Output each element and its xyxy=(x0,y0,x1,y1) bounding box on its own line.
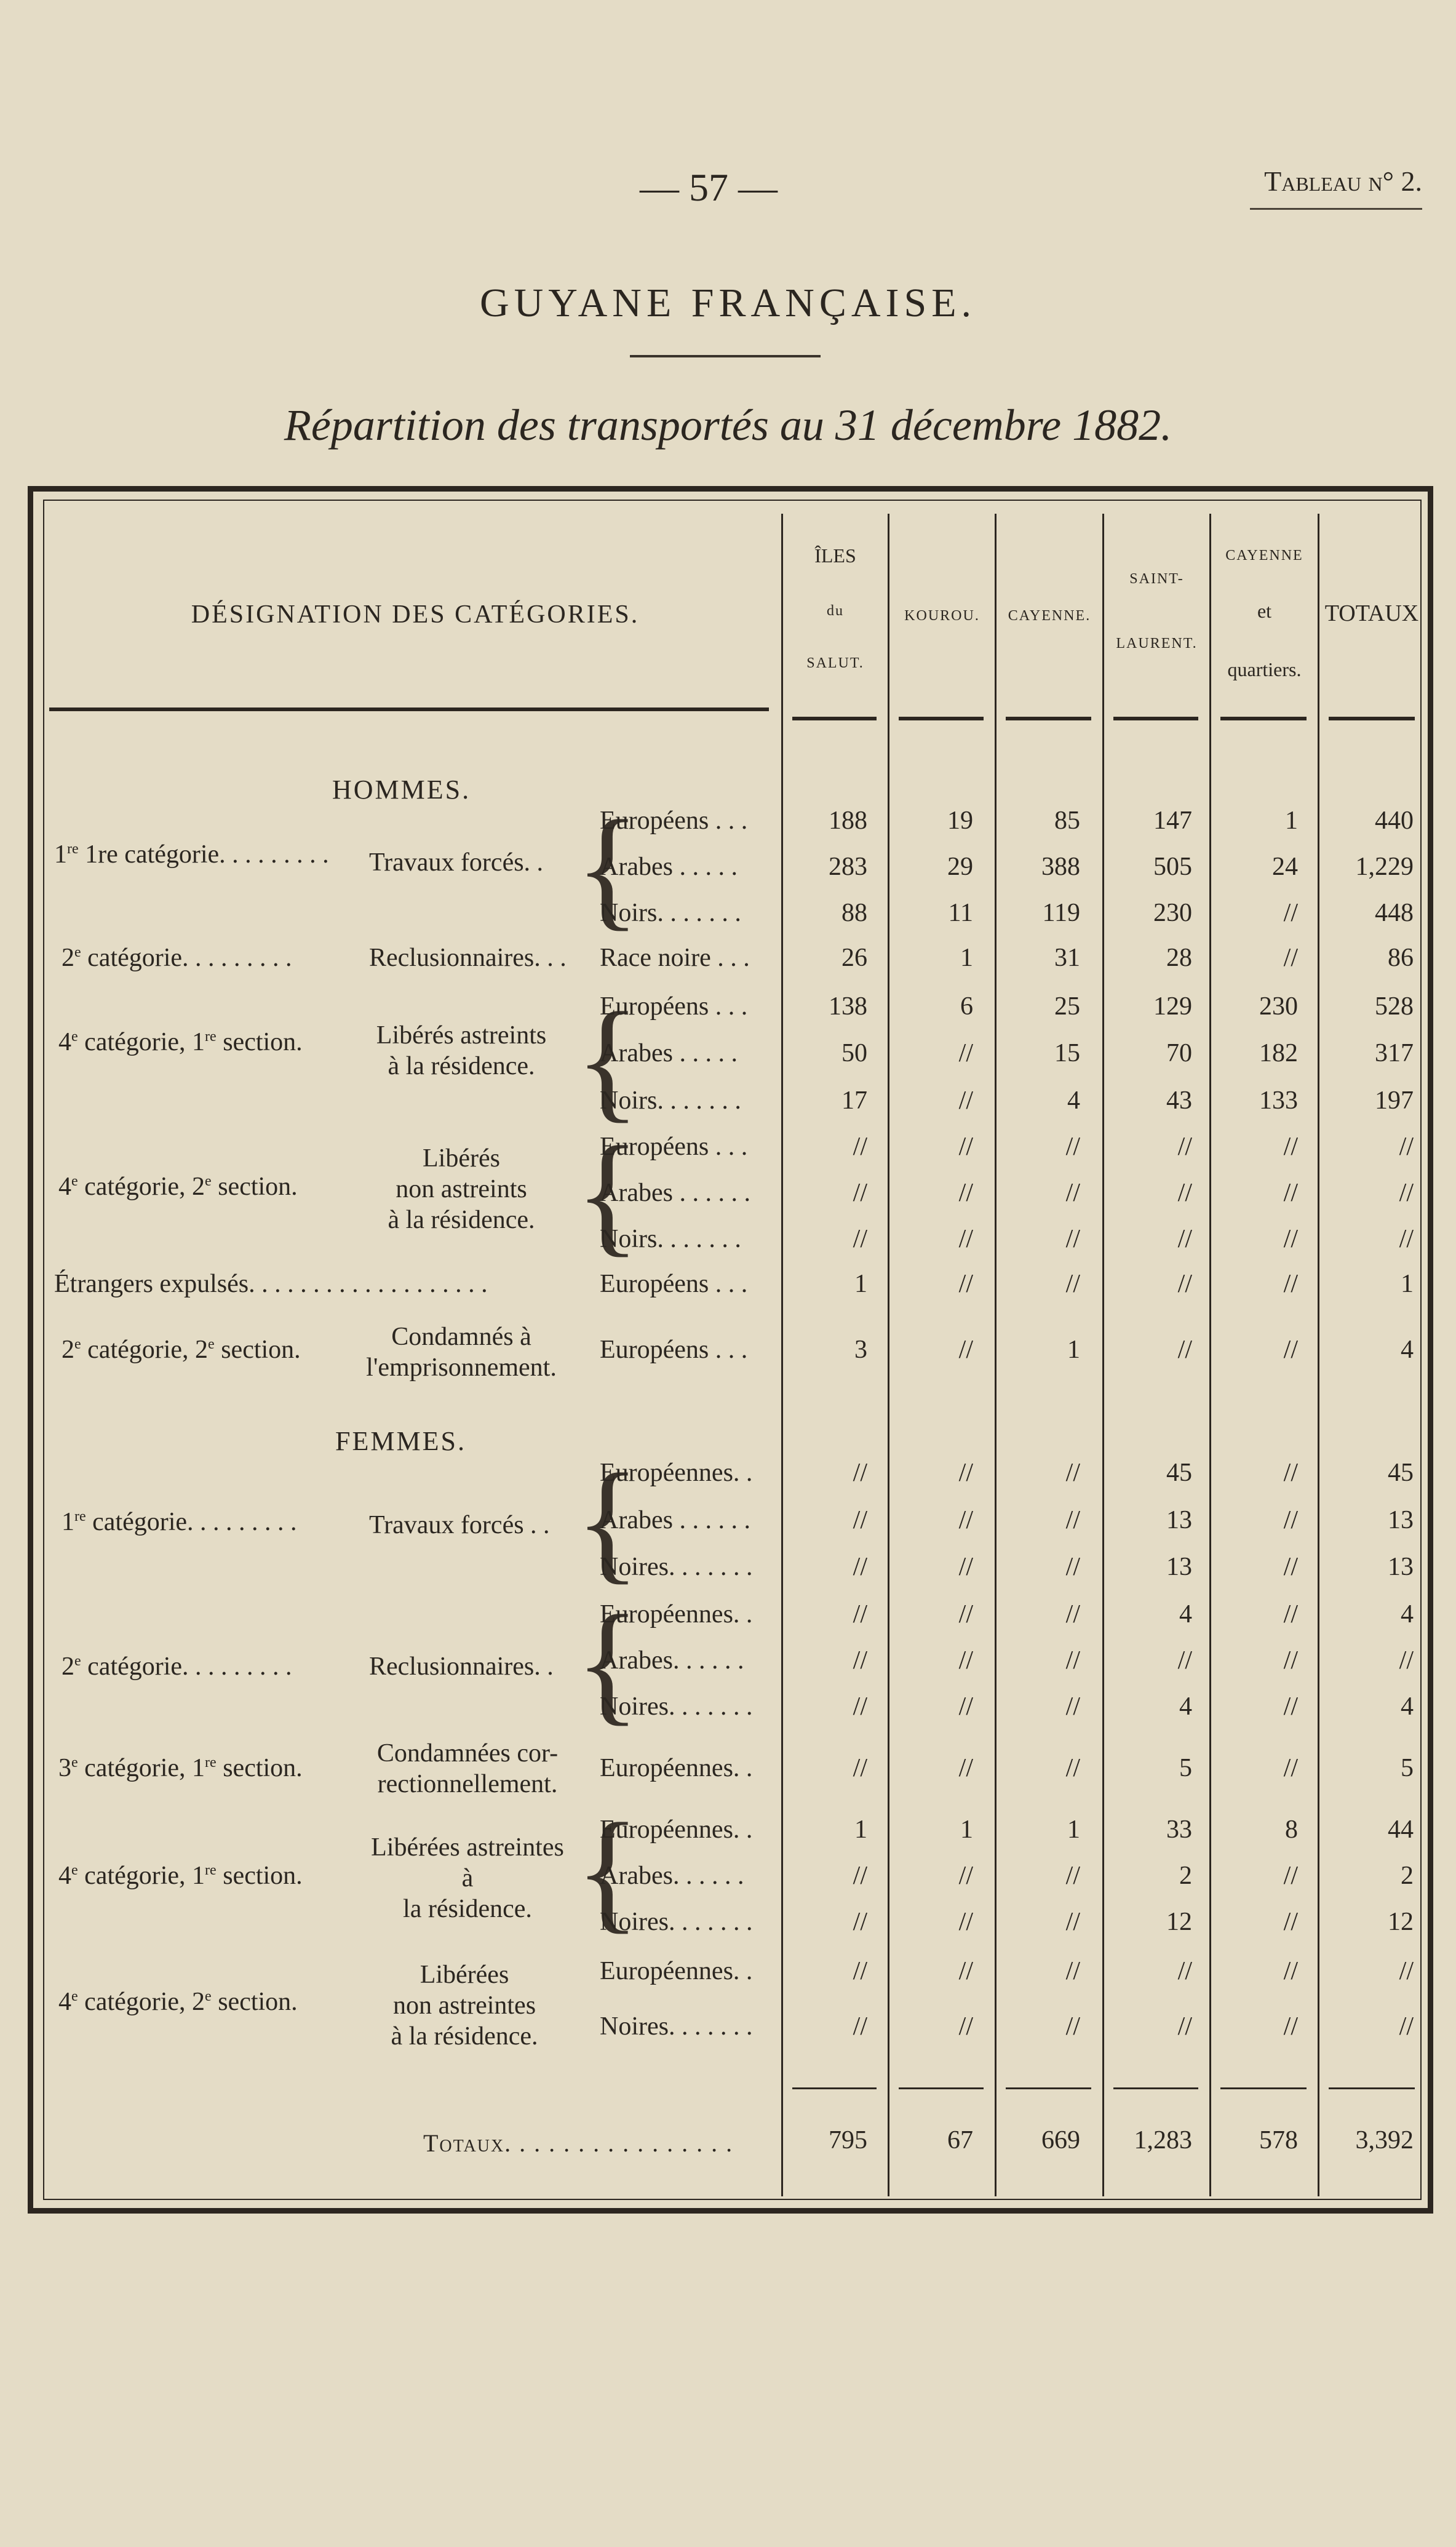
table-cell: // xyxy=(1065,1179,1080,1207)
table-cell: // xyxy=(1283,2012,1298,2041)
table-cell: // xyxy=(1283,1646,1298,1675)
table-cell: // xyxy=(1283,1225,1298,1253)
header-rule xyxy=(1329,717,1415,720)
table-cell: // xyxy=(1399,1957,1414,1985)
table-cell: // xyxy=(958,1086,973,1115)
race-label: Race noire . . . xyxy=(600,944,750,972)
header-cayenne-quartiers-line3: quartiers. xyxy=(1227,658,1302,680)
table-cell: // xyxy=(853,1862,867,1890)
table-cell: // xyxy=(1399,2012,1414,2041)
header-rule xyxy=(49,708,769,711)
table-cell: // xyxy=(1065,1862,1080,1890)
subcategory-line: l'emprisonnement. xyxy=(366,1353,557,1382)
subcategory-line: Libérées xyxy=(420,1961,509,1989)
table-cell: // xyxy=(1283,1692,1298,1721)
table-cell: // xyxy=(853,1553,867,1581)
table-cell: 1 xyxy=(854,1270,867,1298)
subcategory-line: à la résidence. xyxy=(388,1052,535,1080)
header-totaux: TOTAUX xyxy=(1324,600,1419,626)
table-cell: // xyxy=(958,1459,973,1487)
table-cell: 4 xyxy=(1401,1336,1414,1364)
table-cell: 505 xyxy=(1153,853,1192,881)
table-cell: // xyxy=(958,1754,973,1782)
table-cell: // xyxy=(1065,1754,1080,1782)
subcategory-label: Reclusionnaires. . xyxy=(369,1652,554,1681)
table-cell: // xyxy=(1065,2012,1080,2041)
total-cell: 578 xyxy=(1259,2126,1298,2154)
table-cell: 86 xyxy=(1388,944,1414,972)
table-cell: 11 xyxy=(948,899,973,927)
table-cell: 1 xyxy=(854,1816,867,1844)
table-cell: 2 xyxy=(1179,1862,1192,1890)
table-cell: 31 xyxy=(1054,944,1080,972)
table-cell: 13 xyxy=(1166,1506,1192,1534)
subcategory-label xyxy=(351,1832,584,1924)
brace-icon: { xyxy=(575,984,640,1134)
brace-icon: { xyxy=(575,1795,640,1945)
subtitle: Répartition des transportés au 31 décembre 1882. xyxy=(284,401,1172,450)
table-cell: // xyxy=(1283,944,1298,972)
table-cell: // xyxy=(1399,1133,1414,1161)
page-number: — 57 — xyxy=(640,165,778,209)
table-cell: 43 xyxy=(1166,1086,1192,1115)
table-cell: // xyxy=(1283,899,1298,927)
table-cell: // xyxy=(1065,1506,1080,1534)
subcategory-label xyxy=(354,1738,581,1800)
table-cell: // xyxy=(853,2012,867,2041)
header-iles-line2: du xyxy=(827,603,844,619)
table-cell: // xyxy=(1177,1957,1192,1985)
subcategory-line: non astreintes xyxy=(392,1991,536,2020)
subcategory-line: à la résidence. xyxy=(391,2022,538,2051)
table-cell: // xyxy=(853,1179,867,1207)
table-cell: // xyxy=(1283,1270,1298,1298)
table-cell: 1 xyxy=(960,1816,973,1844)
table-cell: // xyxy=(1065,1133,1080,1161)
table-cell: 3 xyxy=(854,1336,867,1364)
race-label: Européennes. . xyxy=(600,1957,753,1985)
total-cell: 795 xyxy=(829,2126,867,2154)
table-cell: // xyxy=(958,1133,973,1161)
table-cell: // xyxy=(958,1270,973,1298)
table-cell: 29 xyxy=(947,853,973,881)
table-cell: // xyxy=(1399,1646,1414,1675)
table-cell: 28 xyxy=(1166,944,1192,972)
table-cell: // xyxy=(958,1862,973,1890)
table-cell: 528 xyxy=(1375,992,1414,1021)
total-cell: 669 xyxy=(1041,2126,1080,2154)
category-label: Étrangers expulsés. . . . . . . . . . . . . . . . . . . xyxy=(54,1270,488,1298)
table-cell: // xyxy=(1283,1957,1298,1985)
race-label: Arabes . . . . . . xyxy=(600,1179,750,1207)
table-cell: // xyxy=(1399,1179,1414,1207)
table-cell: 26 xyxy=(841,944,867,972)
race-label: Arabes. . . . . . xyxy=(600,1646,744,1675)
table-cell: // xyxy=(1177,1336,1192,1364)
subcategory-label: Travaux forcés. . xyxy=(369,848,544,877)
table-cell: 33 xyxy=(1166,1816,1192,1844)
table-cell: 1 xyxy=(960,944,973,972)
table-cell: 129 xyxy=(1153,992,1192,1021)
subcategory-label: Reclusionnaires. . . xyxy=(369,944,567,972)
table-cell: // xyxy=(853,1754,867,1782)
header-cayenne: CAYENNE. xyxy=(1008,608,1091,624)
race-label: Européens . . . xyxy=(600,1133,748,1161)
table-cell: 17 xyxy=(841,1086,867,1115)
table-cell: // xyxy=(1283,1600,1298,1628)
race-label: Noires. . . . . . . xyxy=(600,1553,753,1581)
table-cell: // xyxy=(1177,1646,1192,1675)
header-saint-laurent xyxy=(1104,571,1209,652)
brace-icon: { xyxy=(575,792,640,943)
subcategory-line: Libérés astreints xyxy=(376,1021,547,1050)
total-cell: 67 xyxy=(947,2126,973,2154)
table-cell: // xyxy=(958,1179,973,1207)
table-cell: // xyxy=(1283,1336,1298,1364)
tableau-label: Tableau n° 2. xyxy=(1264,165,1422,197)
race-label: Européens . . . xyxy=(600,992,748,1021)
subcategory-label: Travaux forcés . . xyxy=(369,1511,550,1539)
table-cell: // xyxy=(1177,1179,1192,1207)
table-cell: // xyxy=(1283,1179,1298,1207)
header-cayenne-quartiers xyxy=(1211,548,1318,681)
table-cell: 13 xyxy=(1388,1506,1414,1534)
category-label: 2e catégorie. . . . . . . . . xyxy=(62,944,292,972)
race-label: Arabes . . . . . xyxy=(600,853,738,881)
table-cell: // xyxy=(1177,1225,1192,1253)
table-cell: // xyxy=(1065,1600,1080,1628)
subcategory-line: la résidence. xyxy=(403,1895,532,1923)
header-rule xyxy=(1113,717,1198,720)
table-cell: // xyxy=(1065,1692,1080,1721)
table-cell: 119 xyxy=(1042,899,1080,927)
table-cell: // xyxy=(1177,1270,1192,1298)
race-label: Noirs. . . . . . . xyxy=(600,1086,741,1115)
table-cell: 13 xyxy=(1388,1553,1414,1581)
table-cell: // xyxy=(1283,1506,1298,1534)
race-label: Noires. . . . . . . xyxy=(600,1908,753,1936)
table-cell: // xyxy=(1283,1133,1298,1161)
table-cell: 8 xyxy=(1285,1816,1298,1844)
table-cell: // xyxy=(958,2012,973,2041)
total-cell: 3,392 xyxy=(1355,2126,1414,2154)
totals-label: Totaux. . . . . . . . . . . . . . . . xyxy=(423,2129,734,2157)
table-cell: 283 xyxy=(829,853,867,881)
table-cell: // xyxy=(1283,1862,1298,1890)
table-cell: // xyxy=(958,1039,973,1067)
table-cell: // xyxy=(958,1692,973,1721)
totals-rule xyxy=(1329,2087,1415,2089)
race-label: Européennes. . xyxy=(600,1600,753,1628)
subcategory-line: à xyxy=(461,1864,474,1892)
subcategory-label xyxy=(369,1143,554,1235)
brace-icon: { xyxy=(575,1587,640,1737)
race-label: Arabes. . . . . . xyxy=(600,1862,744,1890)
table-cell: 25 xyxy=(1054,992,1080,1021)
total-cell: 1,283 xyxy=(1134,2126,1192,2154)
totals-rule xyxy=(1006,2087,1091,2089)
race-label: Noires. . . . . . . xyxy=(600,2012,753,2041)
table-cell: // xyxy=(958,1600,973,1628)
section-femmes: FEMMES. xyxy=(335,1426,466,1456)
header-iles-line3: SALUT. xyxy=(806,655,864,671)
table-cell: 12 xyxy=(1166,1908,1192,1936)
header-designation: DÉSIGNATION DES CATÉGORIES. xyxy=(191,600,640,629)
table-cell: 4 xyxy=(1179,1600,1192,1628)
brace-icon: { xyxy=(575,1118,640,1269)
table-cell: 85 xyxy=(1054,807,1080,835)
table-cell: // xyxy=(958,1225,973,1253)
section-hommes: HOMMES. xyxy=(332,775,471,805)
race-label: Européennes. . xyxy=(600,1816,753,1844)
table-cell: 4 xyxy=(1179,1692,1192,1721)
category-label: 4e catégorie, 2e section. xyxy=(58,1988,298,2016)
table-cell: // xyxy=(1065,1553,1080,1581)
table-cell: // xyxy=(1065,1908,1080,1936)
totals-rule xyxy=(1113,2087,1198,2089)
race-label: Noirs. . . . . . . xyxy=(600,1225,741,1253)
category-label: 4e catégorie, 1re section. xyxy=(58,1862,303,1890)
subcategory-label xyxy=(363,1959,566,2052)
table-cell: // xyxy=(958,1336,973,1364)
table-cell: 138 xyxy=(829,992,867,1021)
table-cell: 5 xyxy=(1179,1754,1192,1782)
category-label: 1re 1re catégorie. . . . . . . . . xyxy=(54,840,329,869)
header-iles-line1: ÎLES xyxy=(814,544,856,567)
table-cell: 50 xyxy=(841,1039,867,1067)
brace-icon: { xyxy=(575,1446,640,1596)
table-cell: // xyxy=(958,1957,973,1985)
totals-rule xyxy=(899,2087,984,2089)
category-label: 4e catégorie, 2e section. xyxy=(58,1173,298,1201)
table-cell: 1 xyxy=(1401,1270,1414,1298)
table-cell: // xyxy=(1065,1225,1080,1253)
race-label: Européens . . . xyxy=(600,1336,748,1364)
table-cell: 2 xyxy=(1401,1862,1414,1890)
table-cell: // xyxy=(1065,1957,1080,1985)
table-cell: 5 xyxy=(1401,1754,1414,1782)
table-cell: // xyxy=(1065,1459,1080,1487)
table-cell: // xyxy=(1283,1459,1298,1487)
table-cell: 317 xyxy=(1375,1039,1414,1067)
table-cell: // xyxy=(1283,1553,1298,1581)
header-rule xyxy=(1220,717,1307,720)
table-cell: // xyxy=(853,1908,867,1936)
category-label: 3e catégorie, 1re section. xyxy=(58,1754,303,1782)
table-cell: // xyxy=(1283,1754,1298,1782)
race-label: Arabes . . . . . xyxy=(600,1039,738,1067)
race-label: Noirs. . . . . . . xyxy=(600,899,741,927)
table-cell: // xyxy=(958,1506,973,1534)
table-cell: 230 xyxy=(1259,992,1298,1021)
race-label: Noires. . . . . . . xyxy=(600,1692,753,1721)
table-cell: 44 xyxy=(1388,1816,1414,1844)
table-cell: // xyxy=(1065,1646,1080,1675)
table-cell: // xyxy=(958,1646,973,1675)
table-cell: 388 xyxy=(1041,853,1080,881)
header-kourou: KOUROU. xyxy=(904,608,980,624)
subcategory-line: Libérés xyxy=(423,1144,500,1173)
category-label: 1re catégorie. . . . . . . . . xyxy=(62,1508,297,1536)
table-cell: // xyxy=(1283,1908,1298,1936)
race-label: Européennes. . xyxy=(600,1754,753,1782)
table-cell: 88 xyxy=(841,899,867,927)
table-cell: 1 xyxy=(1067,1336,1080,1364)
table-cell: // xyxy=(853,1600,867,1628)
subcategory-label xyxy=(369,1020,554,1082)
table-cell: 45 xyxy=(1166,1459,1192,1487)
table-cell: // xyxy=(958,1553,973,1581)
table-cell: // xyxy=(1177,1133,1192,1161)
table-cell: 147 xyxy=(1153,807,1192,835)
table-cell: 70 xyxy=(1166,1039,1192,1067)
subcategory-label xyxy=(351,1321,572,1383)
table-cell: // xyxy=(958,1908,973,1936)
table-cell: // xyxy=(1177,2012,1192,2041)
table-cell: // xyxy=(853,1459,867,1487)
header-rule xyxy=(1006,717,1091,720)
totals-rule xyxy=(792,2087,877,2089)
table-cell: 1,229 xyxy=(1355,853,1414,881)
header-rule xyxy=(899,717,984,720)
category-label: 2e catégorie. . . . . . . . . xyxy=(62,1652,292,1681)
table-cell: 4 xyxy=(1401,1692,1414,1721)
race-label: Européennes. . xyxy=(600,1459,753,1487)
table-cell: // xyxy=(1399,1225,1414,1253)
race-label: Européens . . . xyxy=(600,807,748,835)
subcategory-line: Condamnées cor- xyxy=(376,1739,559,1768)
table-cell: 440 xyxy=(1375,807,1414,835)
table-cell: // xyxy=(853,1957,867,1985)
table-cell: 12 xyxy=(1388,1908,1414,1936)
table-cell: 1 xyxy=(1067,1816,1080,1844)
race-label: Arabes . . . . . . xyxy=(600,1506,750,1534)
main-title: GUYANE FRANÇAISE. xyxy=(479,281,977,325)
table-cell: 24 xyxy=(1272,853,1298,881)
race-label: Européens . . . xyxy=(600,1270,748,1298)
totals-rule xyxy=(1220,2087,1307,2089)
category-label: 2e catégorie, 2e section. xyxy=(62,1336,301,1364)
subcategory-line: à la résidence. xyxy=(388,1206,535,1234)
table-cell: 448 xyxy=(1375,899,1414,927)
header-saint-laurent-line1: SAINT- xyxy=(1129,571,1184,587)
table-cell: 15 xyxy=(1054,1039,1080,1067)
table-cell: 19 xyxy=(947,807,973,835)
header-saint-laurent-line2: LAURENT. xyxy=(1116,636,1198,652)
header-cayenne-quartiers-line2: et xyxy=(1257,600,1272,622)
category-label-text: 1re catégorie. . . . . . . . . xyxy=(85,840,329,869)
subcategory-line: Libérées astreintes xyxy=(371,1833,564,1862)
tableau-underline xyxy=(1250,208,1422,210)
title-rule xyxy=(630,355,821,357)
subcategory-line: Condamnés à xyxy=(391,1323,531,1351)
table-cell: 230 xyxy=(1153,899,1192,927)
table-cell: 6 xyxy=(960,992,973,1021)
header-rule xyxy=(792,717,877,720)
table-cell: 133 xyxy=(1259,1086,1298,1115)
table-cell: 188 xyxy=(829,807,867,835)
table-cell: 4 xyxy=(1401,1600,1414,1628)
table-cell: 13 xyxy=(1166,1553,1192,1581)
table-cell: // xyxy=(853,1133,867,1161)
table-cell: // xyxy=(853,1692,867,1721)
table-cell: 197 xyxy=(1375,1086,1414,1115)
subcategory-line: rectionnellement. xyxy=(377,1770,558,1798)
table-cell: // xyxy=(1065,1270,1080,1298)
subcategory-line: non astreints xyxy=(396,1175,527,1203)
table-cell: 4 xyxy=(1067,1086,1080,1115)
table-cell: 182 xyxy=(1259,1039,1298,1067)
table-cell: 1 xyxy=(1285,807,1298,835)
header-iles xyxy=(783,544,888,672)
table-cell: // xyxy=(853,1646,867,1675)
table-cell: 45 xyxy=(1388,1459,1414,1487)
table-cell: // xyxy=(853,1506,867,1534)
header-cayenne-quartiers-line1: CAYENNE xyxy=(1225,548,1303,564)
category-label: 4e catégorie, 1re section. xyxy=(58,1028,303,1056)
table-cell: // xyxy=(853,1225,867,1253)
